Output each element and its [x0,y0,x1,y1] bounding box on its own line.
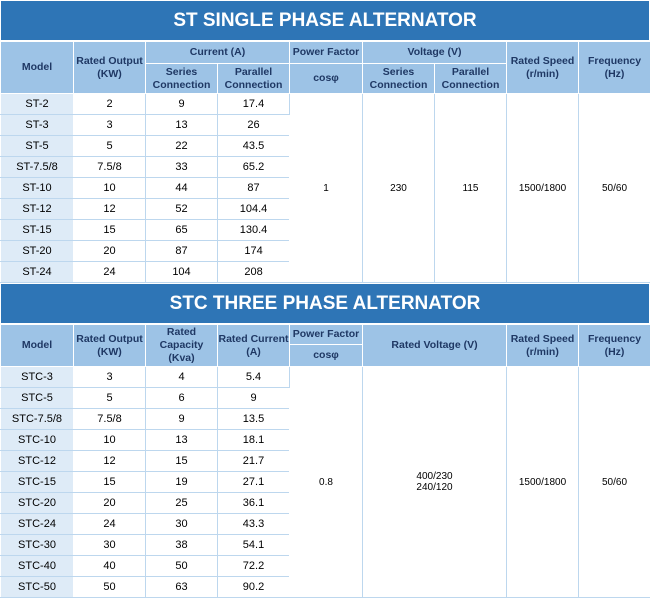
col-rated-output: Rated Output (KW) [74,42,146,94]
model-cell: ST-3 [1,115,74,136]
output-cell: 40 [74,556,146,577]
capacity-cell: 50 [146,556,218,577]
model-cell: STC-10 [1,430,74,451]
col-rated-voltage: Rated Voltage (V) [363,325,507,367]
single-phase-title: ST SINGLE PHASE ALTERNATOR [0,0,650,41]
col-model: Model [1,325,74,367]
col-frequency: Frequency (Hz) [579,325,650,367]
col-voltage-series: Series Connection [363,64,435,94]
frequency-value: 50/60 [579,94,650,283]
model-cell: STC-50 [1,577,74,598]
parallel-current-cell: 65.2 [218,157,290,178]
current-cell: 21.7 [218,451,290,472]
output-cell: 12 [74,199,146,220]
parallel-current-cell: 104.4 [218,199,290,220]
model-cell: ST-10 [1,178,74,199]
rated-voltage-value [363,367,507,598]
col-model: Model [1,42,74,94]
capacity-cell: 30 [146,514,218,535]
output-cell: 10 [74,178,146,199]
col-power-factor: Power Factor [290,325,363,345]
series-current-cell: 65 [146,220,218,241]
model-cell: ST-15 [1,220,74,241]
series-current-cell: 104 [146,262,218,283]
series-current-cell: 9 [146,94,218,115]
col-cos-phi: cosφ [290,345,363,367]
three-phase-title: STC THREE PHASE ALTERNATOR [0,283,650,324]
table-row [1,367,650,388]
output-cell: 5 [74,136,146,157]
col-cos-phi: cosφ [290,64,363,94]
capacity-cell: 6 [146,388,218,409]
current-cell: 27.1 [218,472,290,493]
model-cell: ST-5 [1,136,74,157]
parallel-current-cell: 87 [218,178,290,199]
parallel-current-cell: 17.4 [218,94,290,115]
capacity-cell: 63 [146,577,218,598]
output-cell: 15 [74,472,146,493]
col-voltage: Voltage (V) [363,42,507,64]
output-cell: 5 [74,388,146,409]
series-current-cell: 44 [146,178,218,199]
model-cell: STC-15 [1,472,74,493]
model-cell: STC-7.5/8 [1,409,74,430]
capacity-cell: 19 [146,472,218,493]
model-cell: STC-30 [1,535,74,556]
capacity-cell: 13 [146,430,218,451]
series-current-cell: 13 [146,115,218,136]
output-cell: 24 [74,262,146,283]
output-cell: 30 [74,535,146,556]
parallel-current-cell: 174 [218,241,290,262]
rated-voltage-line-2: 240/120 [416,482,453,493]
output-cell: 7.5/8 [74,157,146,178]
output-cell: 20 [74,241,146,262]
col-rated-output: Rated Output (KW) [74,325,146,367]
model-cell: ST-12 [1,199,74,220]
parallel-current-cell: 26 [218,115,290,136]
col-rated-capacity: Rated Capacity (Kva) [146,325,218,367]
three-phase-table [0,324,650,598]
col-rated-speed: Rated Speed (r/min) [507,325,579,367]
output-cell: 10 [74,430,146,451]
series-current-cell: 33 [146,157,218,178]
current-cell: 72.2 [218,556,290,577]
output-cell: 12 [74,451,146,472]
capacity-cell: 25 [146,493,218,514]
series-current-cell: 87 [146,241,218,262]
current-cell: 5.4 [218,367,290,388]
capacity-cell: 15 [146,451,218,472]
capacity-cell: 9 [146,409,218,430]
model-cell: ST-7.5/8 [1,157,74,178]
col-current: Current (A) [146,42,290,64]
col-parallel-connection: Parallel Connection [218,64,290,94]
parallel-current-cell: 43.5 [218,136,290,157]
series-current-cell: 22 [146,136,218,157]
col-frequency: Frequency (Hz) [579,42,650,94]
col-power-factor: Power Factor [290,42,363,64]
single-phase-table [0,41,650,283]
model-cell: STC-3 [1,367,74,388]
current-cell: 9 [218,388,290,409]
rated-speed-value: 1500/1800 [507,94,579,283]
series-current-cell: 52 [146,199,218,220]
model-cell: STC-24 [1,514,74,535]
model-cell: STC-12 [1,451,74,472]
model-cell: ST-2 [1,94,74,115]
output-cell: 2 [74,94,146,115]
col-voltage-parallel: Parallel Connection [435,64,507,94]
output-cell: 7.5/8 [74,409,146,430]
output-cell: 3 [74,367,146,388]
model-cell: ST-20 [1,241,74,262]
output-cell: 20 [74,493,146,514]
capacity-cell: 4 [146,367,218,388]
model-cell: STC-5 [1,388,74,409]
capacity-cell: 38 [146,535,218,556]
current-cell: 13.5 [218,409,290,430]
current-cell: 54.1 [218,535,290,556]
model-cell: STC-20 [1,493,74,514]
model-cell: STC-40 [1,556,74,577]
voltage-series-value: 230 [363,94,435,283]
col-series-connection: Series Connection [146,64,218,94]
rated-speed-value: 1500/1800 [507,367,579,598]
col-rated-current: Rated Current (A) [218,325,290,367]
output-cell: 50 [74,577,146,598]
current-cell: 43.3 [218,514,290,535]
col-rated-speed: Rated Speed (r/min) [507,42,579,94]
current-cell: 36.1 [218,493,290,514]
voltage-parallel-value: 115 [435,94,507,283]
current-cell: 18.1 [218,430,290,451]
output-cell: 24 [74,514,146,535]
power-factor-value: 1 [290,94,363,283]
frequency-value: 50/60 [579,367,650,598]
output-cell: 3 [74,115,146,136]
output-cell: 15 [74,220,146,241]
current-cell: 90.2 [218,577,290,598]
parallel-current-cell: 208 [218,262,290,283]
model-cell: ST-24 [1,262,74,283]
power-factor-value: 0.8 [290,367,363,598]
parallel-current-cell: 130.4 [218,220,290,241]
table-row [1,94,650,115]
rated-voltage-line-1: 400/230 [416,471,453,482]
